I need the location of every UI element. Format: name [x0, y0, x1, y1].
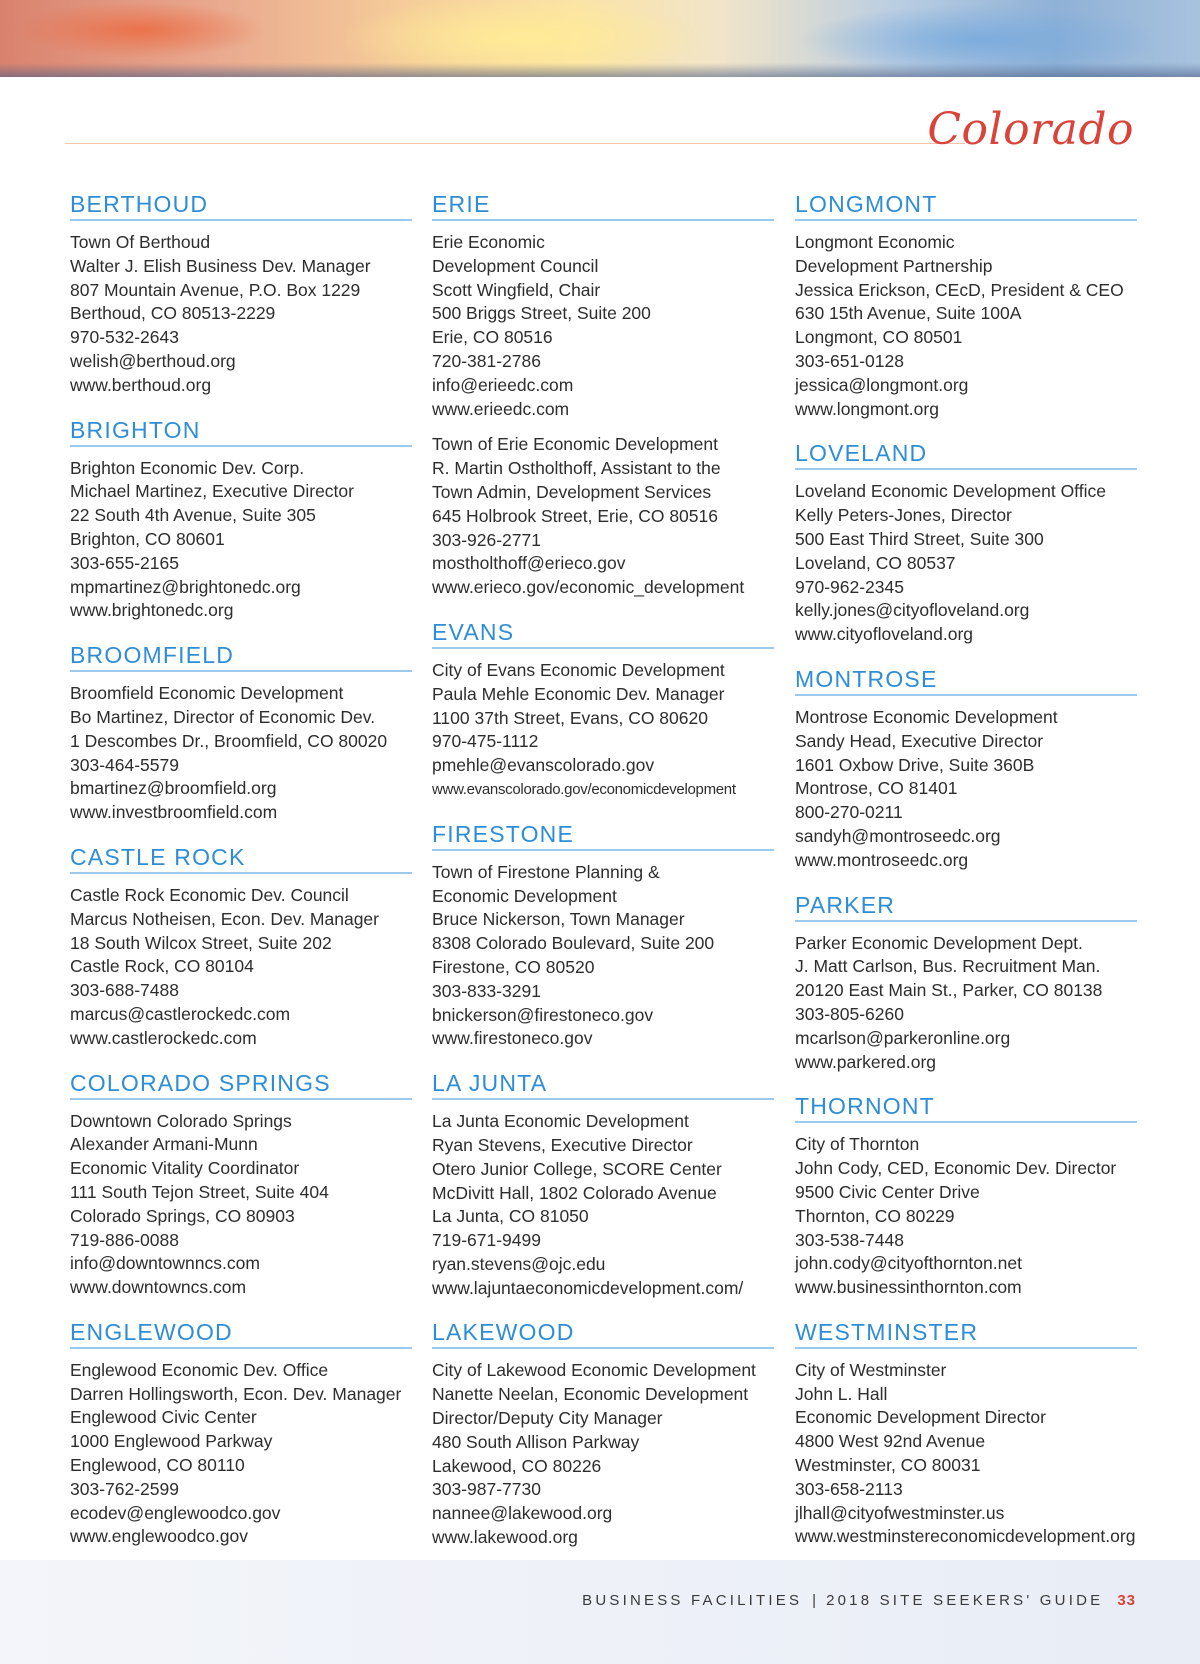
city-heading: LONGMONT: [795, 190, 1137, 221]
contact-line: City of Lakewood Economic Development: [432, 1360, 756, 1381]
directory-entry: [795, 891, 1137, 1075]
city-heading: CASTLE ROCK: [70, 843, 412, 874]
contact-line: 500 East Third Street, Suite 300: [795, 528, 1044, 549]
contact-line: Sandy Head, Executive Director: [795, 730, 1044, 751]
directory-entry: [432, 1318, 774, 1549]
website-link[interactable]: www.evanscolorado.gov/economicdevelopment: [432, 780, 736, 798]
email-link[interactable]: info@erieedc.com: [432, 374, 574, 395]
phone-number: 970-962-2345: [795, 576, 904, 597]
contact-line: 1 Descombes Dr., Broomfield, CO 80020: [70, 730, 388, 751]
state-title: Colorado: [927, 104, 1134, 155]
website-link[interactable]: www.investbroomfield.com: [70, 802, 278, 823]
contact-line: Firestone, CO 80520: [432, 956, 595, 977]
directory-entry: [70, 190, 412, 398]
contact-line: 807 Mountain Avenue, P.O. Box 1229: [70, 279, 361, 300]
directory-column-1: [70, 190, 412, 1567]
contact-line: Town of Erie Economic Development: [432, 434, 718, 455]
website-link[interactable]: www.montroseedc.org: [795, 849, 969, 870]
email-link[interactable]: marcus@castlerockedc.com: [70, 1003, 291, 1024]
city-heading: MONTROSE: [795, 665, 1137, 696]
contact-line: 111 South Tejon Street, Suite 404: [70, 1181, 329, 1202]
city-heading: BRIGHTON: [70, 416, 412, 447]
contact-line: City of Westminster: [795, 1359, 947, 1380]
email-link[interactable]: mostholthoff@erieco.gov: [432, 553, 626, 574]
phone-number: 303-688-7488: [70, 980, 179, 1001]
contact-line: Lakewood, CO 80226: [432, 1455, 602, 1476]
city-heading: THORNONT: [795, 1092, 1137, 1123]
phone-number: 719-886-0088: [70, 1229, 179, 1250]
contact-block: [432, 861, 774, 1051]
website-link[interactable]: www.lajuntaeconomicdevelopment.com/: [432, 1277, 744, 1298]
contact-line: Parker Economic Development Dept.: [795, 932, 1083, 953]
phone-number: 720-381-2786: [432, 350, 541, 371]
phone-number: 303-464-5579: [70, 754, 179, 775]
contact-line: Berthoud, CO 80513-2229: [70, 303, 276, 324]
contact-line: John Cody, CED, Economic Dev. Director: [795, 1158, 1117, 1179]
contact-line: Bruce Nickerson, Town Manager: [432, 909, 685, 930]
contact-line: Brighton, CO 80601: [70, 528, 225, 549]
contact-line: Bo Martinez, Director of Economic Dev.: [70, 706, 376, 727]
contact-line: Castle Rock, CO 80104: [70, 956, 254, 977]
email-link[interactable]: mpmartinez@brightonedc.org: [70, 576, 301, 597]
contact-block: [795, 706, 1137, 873]
phone-number: 303-833-3291: [432, 980, 541, 1001]
directory-entry: [70, 416, 412, 624]
contact-line: Montrose Economic Development: [795, 706, 1058, 727]
contact-line: 8308 Colorado Boulevard, Suite 200: [432, 933, 715, 954]
directory-entry: [432, 618, 774, 802]
phone-number: 970-532-2643: [70, 327, 179, 348]
email-link[interactable]: ecodev@englewoodco.gov: [70, 1502, 281, 1523]
contact-line: Nanette Neelan, Economic Development: [432, 1384, 749, 1405]
phone-number: 719-671-9499: [432, 1230, 541, 1251]
email-link[interactable]: john.cody@cityofthornton.net: [795, 1253, 1022, 1274]
contact-line: Development Partnership: [795, 255, 993, 276]
contact-line: Thornton, CO 80229: [795, 1205, 955, 1226]
email-link[interactable]: jessica@longmont.org: [795, 374, 969, 395]
email-link[interactable]: ryan.stevens@ojc.edu: [432, 1253, 606, 1274]
directory-entry: [795, 1318, 1137, 1549]
contact-block: [795, 1133, 1137, 1300]
contact-line: Loveland Economic Development Office: [795, 481, 1106, 502]
directory-entry: [795, 190, 1137, 421]
contact-line: McDivitt Hall, 1802 Colorado Avenue: [432, 1182, 717, 1203]
directory-entry: [70, 1069, 412, 1300]
contact-line: City of Thornton: [795, 1134, 920, 1155]
contact-line: Englewood Civic Center: [70, 1407, 257, 1428]
contact-line: 645 Holbrook Street, Erie, CO 80516: [432, 505, 718, 526]
phone-number: 970-475-1112: [432, 731, 539, 752]
phone-number: 303-762-2599: [70, 1478, 179, 1499]
website-link[interactable]: www.parkered.org: [795, 1051, 937, 1072]
website-link[interactable]: www.cityofloveland.org: [795, 624, 973, 645]
contact-block: [70, 1110, 412, 1300]
contact-line: 4800 West 92nd Avenue: [795, 1431, 986, 1452]
contact-line: 630 15th Avenue, Suite 100A: [795, 303, 1022, 324]
email-link[interactable]: nannee@lakewood.org: [432, 1503, 613, 1524]
contact-block: [70, 1359, 412, 1549]
contact-line: Englewood, CO 80110: [70, 1455, 245, 1476]
contact-line: Broomfield Economic Development: [70, 683, 344, 704]
footer-publication: BUSINESS FACILITIES: [582, 1592, 803, 1609]
website-link[interactable]: www.erieco.gov/economic_development: [432, 577, 745, 598]
contact-line: Development Council: [432, 255, 599, 276]
contact-line: Westminster, CO 80031: [795, 1455, 981, 1476]
contact-line: Town Admin, Development Services: [432, 481, 712, 502]
phone-number: 303-538-7448: [795, 1229, 904, 1250]
contact-line: Castle Rock Economic Dev. Council: [70, 884, 349, 905]
contact-line: Otero Junior College, SCORE Center: [432, 1158, 722, 1179]
phone-number: 303-651-0128: [795, 350, 904, 371]
contact-line: Economic Development Director: [795, 1407, 1046, 1428]
city-heading: ENGLEWOOD: [70, 1318, 412, 1349]
email-link[interactable]: welish@berthoud.org: [70, 350, 236, 371]
phone-number: 303-926-2771: [432, 529, 541, 550]
footer-credit: [582, 1592, 1136, 1609]
website-link[interactable]: www.downtowncs.com: [70, 1277, 247, 1298]
directory-entry: [795, 665, 1137, 873]
phone-number: 303-805-6260: [795, 1003, 904, 1024]
directory-column-3: [795, 190, 1137, 1567]
website-link[interactable]: www.castlerockedc.com: [70, 1027, 257, 1048]
contact-line: Erie, CO 80516: [432, 327, 553, 348]
contact-line: La Junta, CO 81050: [432, 1206, 589, 1227]
email-link[interactable]: jlhall@cityofwestminster.us: [795, 1502, 1005, 1523]
website-link[interactable]: www.lakewood.org: [432, 1527, 578, 1548]
contact-line: 1601 Oxbow Drive, Suite 360B: [795, 754, 1035, 775]
contact-line: Erie Economic: [432, 232, 545, 252]
contact-line: Alexander Armani-Munn: [70, 1134, 258, 1155]
footer-band: [0, 1560, 1200, 1664]
email-link[interactable]: kelly.jones@cityofloveland.org: [795, 600, 1030, 621]
footer-guide-title: 2018 SITE SEEKERS' GUIDE: [826, 1592, 1104, 1609]
contact-line: Economic Development: [432, 885, 617, 906]
contact-line: John L. Hall: [795, 1383, 888, 1404]
contact-line: Loveland, CO 80537: [795, 552, 956, 573]
contact-line: Longmont Economic: [795, 232, 955, 252]
directory-column-2: [432, 190, 774, 1568]
phone-number: 303-655-2165: [70, 552, 179, 573]
directory-entry: [795, 439, 1137, 647]
contact-block: [795, 231, 1137, 421]
website-link[interactable]: www.longmont.org: [795, 398, 939, 419]
contact-line: Walter J. Elish Business Dev. Manager: [70, 255, 371, 276]
city-heading: FIRESTONE: [432, 820, 774, 851]
contact-block: [795, 932, 1137, 1075]
phone-number: 800-270-0211: [795, 802, 903, 823]
contact-line: Longmont, CO 80501: [795, 327, 963, 348]
contact-line: 22 South 4th Avenue, Suite 305: [70, 505, 316, 526]
contact-block: [70, 457, 412, 624]
contact-line: 20120 East Main St., Parker, CO 80138: [795, 980, 1103, 1001]
contact-block: [70, 682, 412, 825]
header-divider: [65, 143, 965, 144]
email-link[interactable]: info@downtownncs.com: [70, 1253, 260, 1274]
contact-line: City of Evans Economic Development: [432, 659, 725, 680]
city-heading: EVANS: [432, 618, 774, 649]
footer-separator: |: [812, 1592, 817, 1609]
city-heading: PARKER: [795, 891, 1137, 922]
phone-number: 303-987-7730: [432, 1479, 541, 1500]
website-link[interactable]: www.westminstereconomicdevelopment.org: [795, 1526, 1136, 1547]
contact-block: [432, 231, 774, 421]
contact-line: Downtown Colorado Springs: [70, 1110, 292, 1131]
contact-block: [795, 1359, 1137, 1549]
city-heading: BROOMFIELD: [70, 641, 412, 672]
contact-line: Director/Deputy City Manager: [432, 1408, 663, 1429]
contact-line: Economic Vitality Coordinator: [70, 1158, 300, 1179]
city-heading: LOVELAND: [795, 439, 1137, 470]
contact-line: 1000 Englewood Parkway: [70, 1431, 273, 1452]
contact-line: 18 South Wilcox Street, Suite 202: [70, 932, 332, 953]
email-link[interactable]: mcarlson@parkeronline.org: [795, 1027, 1011, 1048]
contact-line: Jessica Erickson, CEcD, President & CEO: [795, 279, 1124, 300]
contact-line: Ryan Stevens, Executive Director: [432, 1134, 693, 1155]
contact-line: Englewood Economic Dev. Office: [70, 1359, 329, 1380]
contact-block: [432, 1359, 774, 1549]
contact-line: Brighton Economic Dev. Corp.: [70, 457, 305, 478]
directory-entry: [432, 820, 774, 1051]
contact-line: Marcus Notheisen, Econ. Dev. Manager: [70, 908, 379, 929]
directory-entry: [70, 641, 412, 825]
directory-entry: [795, 1092, 1137, 1300]
contact-line: Darren Hollingsworth, Econ. Dev. Manager: [70, 1383, 402, 1404]
contact-line: Kelly Peters-Jones, Director: [795, 505, 1012, 526]
contact-block: [432, 1110, 774, 1300]
city-heading: BERTHOUD: [70, 190, 412, 221]
website-link[interactable]: www.berthoud.org: [70, 374, 212, 395]
city-heading: LAKEWOOD: [432, 1318, 774, 1349]
contact-line: Town Of Berthoud: [70, 232, 211, 252]
page-number: 33: [1117, 1592, 1136, 1609]
contact-block: [795, 480, 1137, 647]
contact-block: [432, 659, 774, 802]
directory-entry: [432, 1069, 774, 1300]
website-link[interactable]: www.englewoodco.gov: [70, 1526, 249, 1547]
city-heading: ERIE: [432, 190, 774, 221]
city-heading: LA JUNTA: [432, 1069, 774, 1100]
email-link[interactable]: bnickerson@firestoneco.gov: [432, 1004, 654, 1025]
contact-line: Scott Wingfield, Chair: [432, 279, 601, 300]
email-link[interactable]: bmartinez@broomfield.org: [70, 778, 277, 799]
contact-line: Montrose, CO 81401: [795, 778, 958, 799]
contact-line: R. Martin Ostholthoff, Assistant to the: [432, 458, 721, 479]
contact-line: J. Matt Carlson, Bus. Recruitment Man.: [795, 956, 1101, 977]
contact-line: Town of Firestone Planning &: [432, 861, 660, 882]
contact-block: [70, 884, 412, 1051]
directory-entry: [432, 190, 774, 600]
contact-line: 1100 37th Street, Evans, CO 80620: [432, 707, 708, 728]
directory-entry: [70, 843, 412, 1051]
website-link[interactable]: www.erieedc.com: [432, 398, 570, 419]
contact-line: 9500 Civic Center Drive: [795, 1181, 980, 1202]
email-link[interactable]: pmehle@evanscolorado.gov: [432, 755, 655, 776]
header-banner-image: [0, 0, 1200, 77]
city-heading: WESTMINSTER: [795, 1318, 1137, 1349]
website-link[interactable]: www.businessinthornton.com: [795, 1277, 1022, 1298]
email-link[interactable]: sandyh@montroseedc.org: [795, 825, 1001, 846]
website-link[interactable]: www.brightonedc.org: [70, 600, 234, 621]
directory-entry: [70, 1318, 412, 1549]
contact-line: Michael Martinez, Executive Director: [70, 481, 354, 502]
phone-number: 303-658-2113: [795, 1478, 903, 1499]
website-link[interactable]: www.firestoneco.gov: [432, 1028, 593, 1049]
contact-block: [432, 433, 774, 600]
contact-line: 480 South Allison Parkway: [432, 1431, 640, 1452]
contact-line: 500 Briggs Street, Suite 200: [432, 303, 651, 324]
contact-line: La Junta Economic Development: [432, 1111, 689, 1132]
contact-block: [70, 231, 412, 398]
contact-line: Colorado Springs, CO 80903: [70, 1205, 295, 1226]
city-heading: COLORADO SPRINGS: [70, 1069, 412, 1100]
contact-line: Paula Mehle Economic Dev. Manager: [432, 683, 725, 704]
